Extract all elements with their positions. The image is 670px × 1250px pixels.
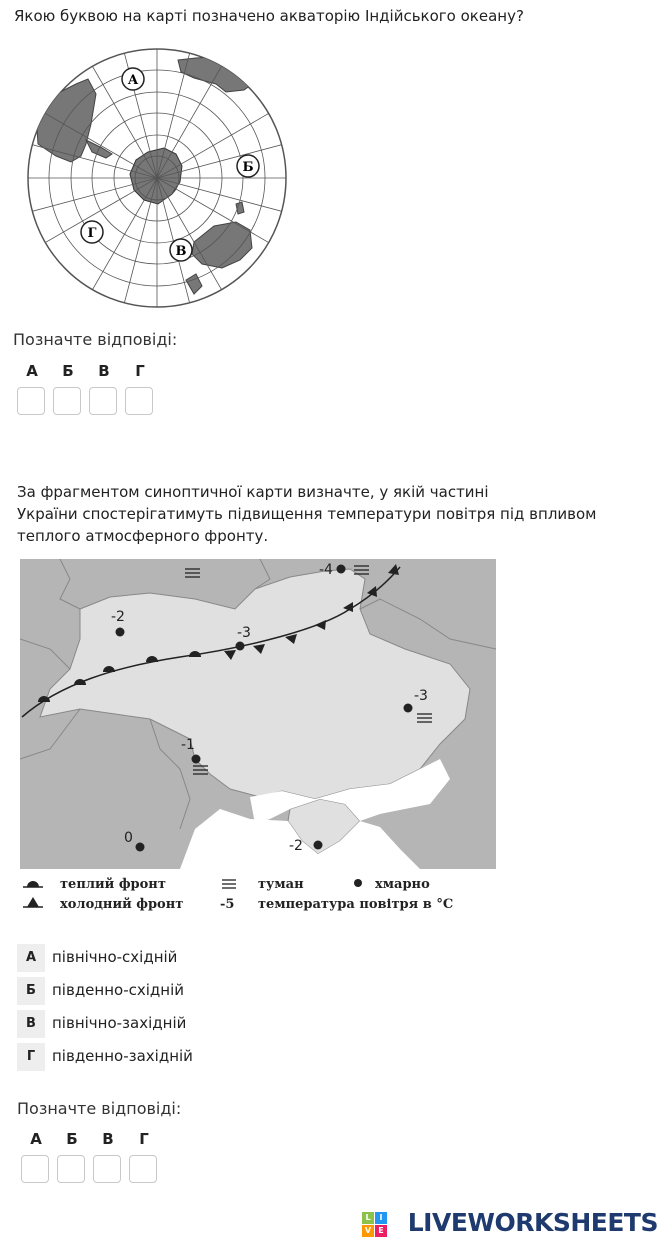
temp-label-south: 0	[124, 830, 133, 846]
q2-head-b: Б	[66, 1130, 78, 1148]
temp-label-crimea: -2	[289, 838, 303, 854]
map-letter-g	[81, 221, 103, 243]
legend-cold-front: холодний фронт	[60, 897, 184, 912]
question-1-text: Якою буквою на карті позначено акваторію Індійського океану?	[14, 7, 524, 25]
legend-temp-sample: -5	[220, 897, 235, 912]
q2-answer-box-v[interactable]	[93, 1155, 121, 1183]
question-2-line-3: теплого атмосферного фронту.	[17, 527, 269, 545]
polar-map	[26, 44, 288, 312]
svg-text:Г: Г	[87, 226, 97, 241]
q2-head-a: А	[30, 1130, 42, 1148]
legend-fog: туман	[258, 877, 304, 892]
synoptic-map	[20, 559, 496, 869]
q1-head-b: Б	[62, 362, 74, 380]
map-legend	[20, 873, 490, 915]
q1-answer-box-g[interactable]	[125, 387, 153, 415]
question-2-line-2: України спостерігатимуть підвищення температури повітря під впливом	[17, 505, 597, 523]
legend-warm-front: теплий фронт	[60, 877, 166, 892]
q1-head-v: В	[98, 362, 110, 380]
option-g-text[interactable]: південно-західній	[52, 1047, 193, 1065]
svg-text:Б: Б	[242, 160, 254, 175]
option-v-text[interactable]: північно-західній	[52, 1014, 187, 1032]
option-v-letter[interactable]: В	[17, 1010, 45, 1038]
svg-text:А: А	[127, 73, 139, 88]
q1-answer-box-a[interactable]	[17, 387, 45, 415]
q2-answer-box-b[interactable]	[57, 1155, 85, 1183]
question-2-text	[17, 481, 597, 547]
option-a-text[interactable]: північно-східній	[52, 948, 178, 966]
q1-answer-box-b[interactable]	[53, 387, 81, 415]
map-letter-b	[237, 155, 259, 177]
option-a-letter[interactable]: А	[17, 944, 45, 972]
q1-head-g: Г	[135, 362, 145, 380]
q2-head-g: Г	[139, 1130, 149, 1148]
temp-label-sw: -1	[181, 737, 195, 753]
q1-mark-label: Позначте відповіді:	[13, 330, 178, 349]
question-2-line-1: За фрагментом синоптичної карти визначте, у якій частині	[17, 483, 489, 501]
q1-answer-box-v[interactable]	[89, 387, 117, 415]
q2-answer-box-a[interactable]	[21, 1155, 49, 1183]
q1-head-a: А	[26, 362, 38, 380]
q2-mark-label: Позначте відповіді:	[17, 1099, 182, 1118]
option-b-letter[interactable]: Б	[17, 977, 45, 1005]
temp-label-ne: -4	[319, 562, 333, 578]
temp-label-east: -3	[414, 688, 428, 704]
option-b-text[interactable]: південно-східній	[52, 981, 185, 999]
liveworksheets-logo-icon: L I V E	[362, 1212, 388, 1238]
map-letter-a	[122, 68, 144, 90]
legend-temperature: температура повітря в °С	[258, 897, 454, 912]
q2-answer-box-g[interactable]	[129, 1155, 157, 1183]
legend-cloudy: хмарно	[375, 877, 430, 892]
liveworksheets-brand[interactable]: LIVEWORKSHEETS	[407, 1208, 658, 1237]
map-letter-v	[170, 239, 192, 261]
option-g-letter[interactable]: Г	[17, 1043, 45, 1071]
q2-head-v: В	[102, 1130, 114, 1148]
temp-label-north: -3	[237, 625, 251, 641]
svg-text:В: В	[175, 244, 187, 259]
temp-label-nw: -2	[111, 609, 125, 625]
